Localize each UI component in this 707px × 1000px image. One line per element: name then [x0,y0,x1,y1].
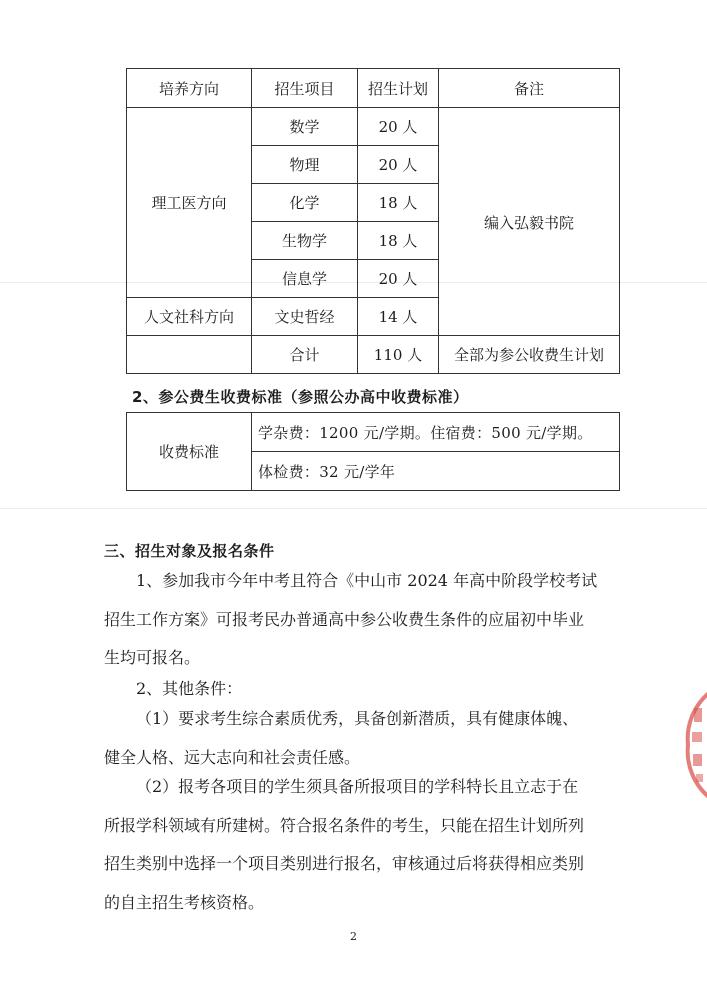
table-row [127,413,620,452]
fee-line-2: 体检费：32 元/学年 [252,452,620,491]
cond2-line3: 招生类别中选择一个项目类别进行报名，审核通过后将获得相应类别 [104,854,585,873]
project-cell: 生物学 [252,222,358,260]
red-seal-fragment [680,690,707,800]
total-plan: 110 人 [358,336,439,374]
page-number: 2 [350,930,357,943]
direction-science: 理工医方向 [127,108,252,298]
project-cell: 化学 [252,184,358,222]
plan-cell: 18 人 [358,222,439,260]
fee-table [126,412,620,491]
table-total-row [127,336,620,374]
total-note: 全部为参公收费生计划 [439,336,620,374]
fee-line-1: 学杂费：1200 元/学期。住宿费：500 元/学期。 [252,413,620,452]
plan-cell: 20 人 [358,146,439,184]
cond2-paragraph [104,768,604,922]
plan-cell: 20 人 [358,260,439,298]
cond1-paragraph [104,700,604,777]
note-main: 编入弘毅书院 [439,108,620,336]
cond1-line2: 健全人格、远大志向和社会责任感。 [104,747,361,767]
table-header-row [127,69,620,108]
empty-cell [127,336,252,374]
cond1-line1: （1）要求考生综合素质优秀，具备创新潜质，具有健康体魄、 [136,709,579,728]
cond2-line1: （2）报考各项目的学生须具备所报项目的学科特长且立志于在 [136,777,579,796]
scan-artifact [0,508,707,509]
plan-cell: 20 人 [358,108,439,146]
header-plan: 招生计划 [358,69,439,108]
item1-line2: 招生工作方案》可报考民办普通高中参公收费生条件的应届初中毕业 [104,609,585,629]
header-direction: 培养方向 [127,69,252,108]
item1-paragraph [104,562,604,678]
total-label: 合计 [252,336,358,374]
item2-line: 2、其他条件： [136,679,243,698]
fee-label: 收费标准 [127,413,252,491]
project-cell: 文史哲经 [252,298,358,336]
table-row [127,108,620,146]
plan-cell: 18 人 [358,184,439,222]
item1-line3: 生均可报名。 [104,648,201,667]
header-notes: 备注 [439,69,620,108]
fee-section-heading: 2、参公费生收费标准（参照公办高中收费标准） [132,388,469,406]
item1-line1: 1、参加我市今年中考且符合《中山市 2024 年高中阶段学校考试 [136,571,598,590]
cond2-line2: 所报学科领域有所建树。符合报名条件的考生，只能在招生计划所列 [104,815,585,835]
project-cell: 数学 [252,108,358,146]
direction-humanities: 人文社科方向 [127,298,252,336]
cond2-line4: 的自主招生考核资格。 [104,892,265,912]
plan-cell: 14 人 [358,298,439,336]
section3-heading: 三、招生对象及报名条件 [104,542,275,560]
project-cell: 物理 [252,146,358,184]
project-cell: 信息学 [252,260,358,298]
quota-table [126,68,620,374]
header-project: 招生项目 [252,69,358,108]
